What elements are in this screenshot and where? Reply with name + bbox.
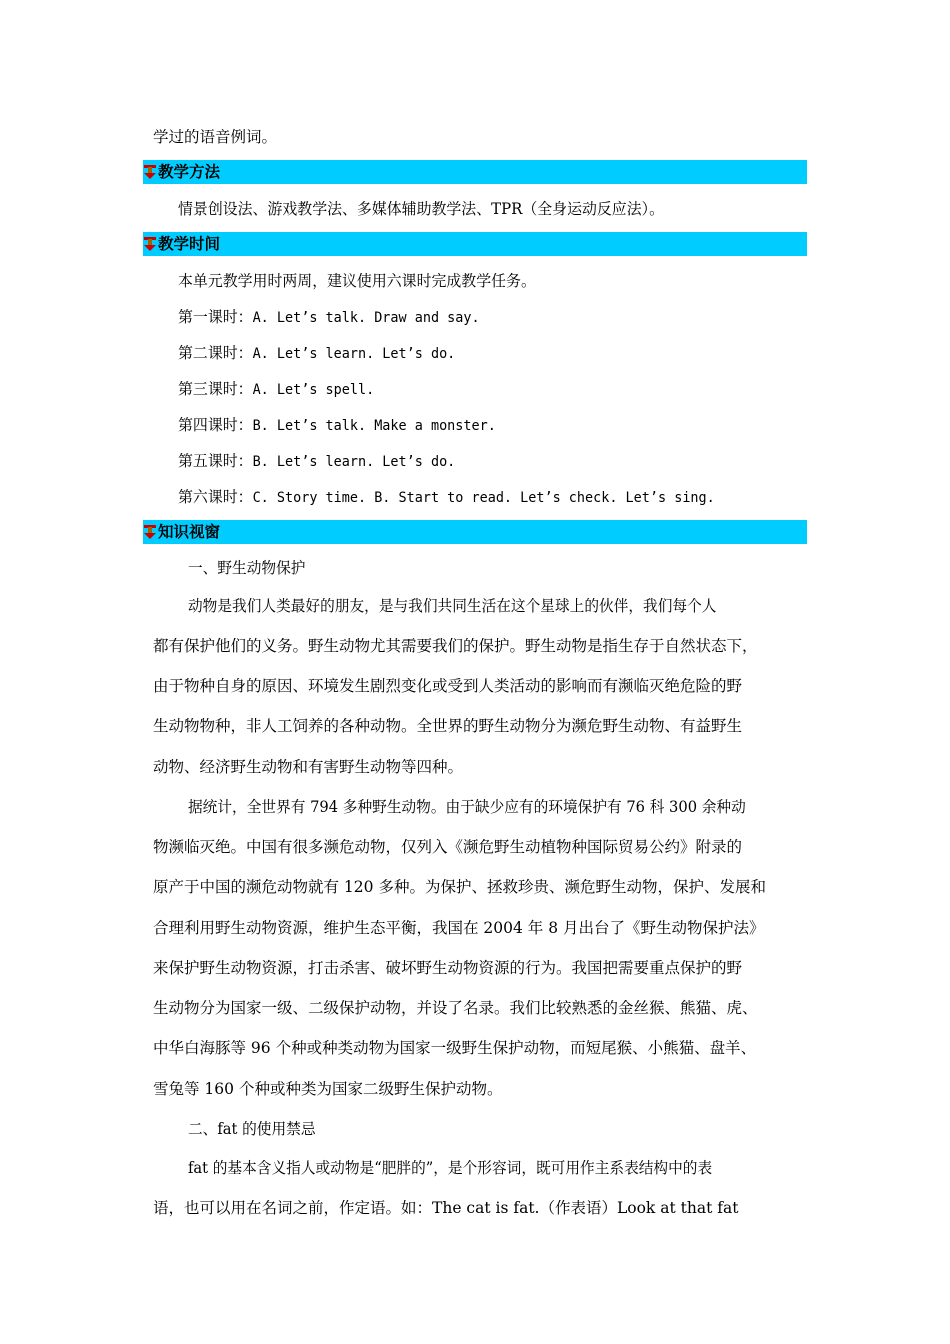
lesson-content: A. Let’s talk. Draw and say. xyxy=(252,310,480,326)
lesson-label: 第三课时： xyxy=(178,380,253,398)
paragraph-line: 原产于中国的濒危动物就有 120 多种。为保护、拯救珍贵、濒危野生动物，保护、发展和 xyxy=(153,878,766,896)
paragraph-line: 都有保护他们的义务。野生动物尤其需要我们的保护。野生动物是指生存于自然状态下， xyxy=(153,637,758,655)
paragraph-line: 动物、经济野生动物和有害野生动物等四种。 xyxy=(153,758,464,776)
lesson-1 xyxy=(178,305,813,330)
arrow-down-icon xyxy=(143,236,157,252)
arrow-down-icon xyxy=(143,164,157,180)
methods-text: 情景创设法、游戏教学法、多媒体辅助教学法、TPR（全身运动反应法）。 xyxy=(178,200,665,218)
paragraph-line: 来保护野生动物资源，打击杀害、破坏野生动物资源的行为。我国把需要重点保护的野 xyxy=(153,959,743,977)
section-title: 教学时间 xyxy=(158,235,221,253)
lesson-label: 第一课时： xyxy=(178,308,253,326)
lesson-content: C. Story time. B. Start to read. Let’s check. Let’s sing. xyxy=(252,490,715,506)
time-intro: 本单元教学用时两周，建议使用六课时完成教学任务。 xyxy=(178,272,536,290)
top-line: 学过的语音例词。 xyxy=(153,128,278,146)
section-title: 教学方法 xyxy=(158,163,221,181)
lesson-3 xyxy=(178,377,813,402)
lesson-label: 第二课时： xyxy=(178,344,253,362)
lesson-label: 第四课时： xyxy=(178,416,253,434)
paragraph-line: 由于物种自身的原因、环境发生剧烈变化或受到人类活动的影响而有濒临灭绝危险的野 xyxy=(153,677,743,695)
lesson-content: B. Let’s talk. Make a monster. xyxy=(252,418,496,434)
lesson-5 xyxy=(178,449,813,474)
arrow-down-icon xyxy=(143,524,157,540)
lesson-label: 第五课时： xyxy=(178,452,253,470)
lesson-content: B. Let’s learn. Let’s do. xyxy=(252,454,456,470)
paragraph-line: 生动物物种，非人工饲养的各种动物。全世界的野生动物分为濒危野生动物、有益野生 xyxy=(153,717,743,735)
section-heading-knowledge xyxy=(143,520,807,544)
paragraph-line: 据统计，全世界有 794 多种野生动物。由于缺少应有的环境保护有 76 科 300 余种动 xyxy=(188,798,746,816)
lesson-content: A. Let’s learn. Let’s do. xyxy=(252,346,456,362)
subheading-wildlife: 一、野生动物保护 xyxy=(188,559,306,577)
subheading-fat: 二、fat 的使用禁忌 xyxy=(188,1120,316,1138)
paragraph-line: fat 的基本含义指人或动物是“肥胖的”，是个形容词，既可用作主系表结构中的表 xyxy=(188,1159,713,1177)
paragraph-line: 合理利用野生动物资源，维护生态平衡，我国在 2004 年 8 月出台了《野生动物保护法》 xyxy=(153,919,765,937)
paragraph-line: 物濒临灭绝。中国有很多濒危动物，仅列入《濒危野生动植物种国际贸易公约》附录的 xyxy=(153,838,743,856)
paragraph-line: 动物是我们人类最好的朋友，是与我们共同生活在这个星球上的伙伴，我们每个人 xyxy=(188,597,717,615)
section-title: 知识视窗 xyxy=(158,523,221,541)
lesson-content: A. Let’s spell. xyxy=(252,382,375,398)
lesson-2 xyxy=(178,341,813,366)
lesson-label: 第六课时： xyxy=(178,488,253,506)
section-heading-time xyxy=(143,232,807,256)
section-heading-methods xyxy=(143,160,807,184)
lesson-6 xyxy=(178,485,813,510)
paragraph-line: 生动物分为国家一级、二级保护动物，并设了名录。我们比较熟悉的金丝猴、熊猫、虎、 xyxy=(153,999,758,1017)
paragraph-line: 语，也可以用在名词之前，作定语。如：The cat is fat.（作表语）Look at that fat xyxy=(153,1199,739,1217)
lesson-4 xyxy=(178,413,813,438)
paragraph-line: 中华白海豚等 96 个种或种类动物为国家一级野生保护动物，而短尾猴、小熊猫、盘羊、 xyxy=(153,1039,757,1057)
paragraph-line: 雪兔等 160 个种或种类为国家二级野生保护动物。 xyxy=(153,1080,503,1098)
